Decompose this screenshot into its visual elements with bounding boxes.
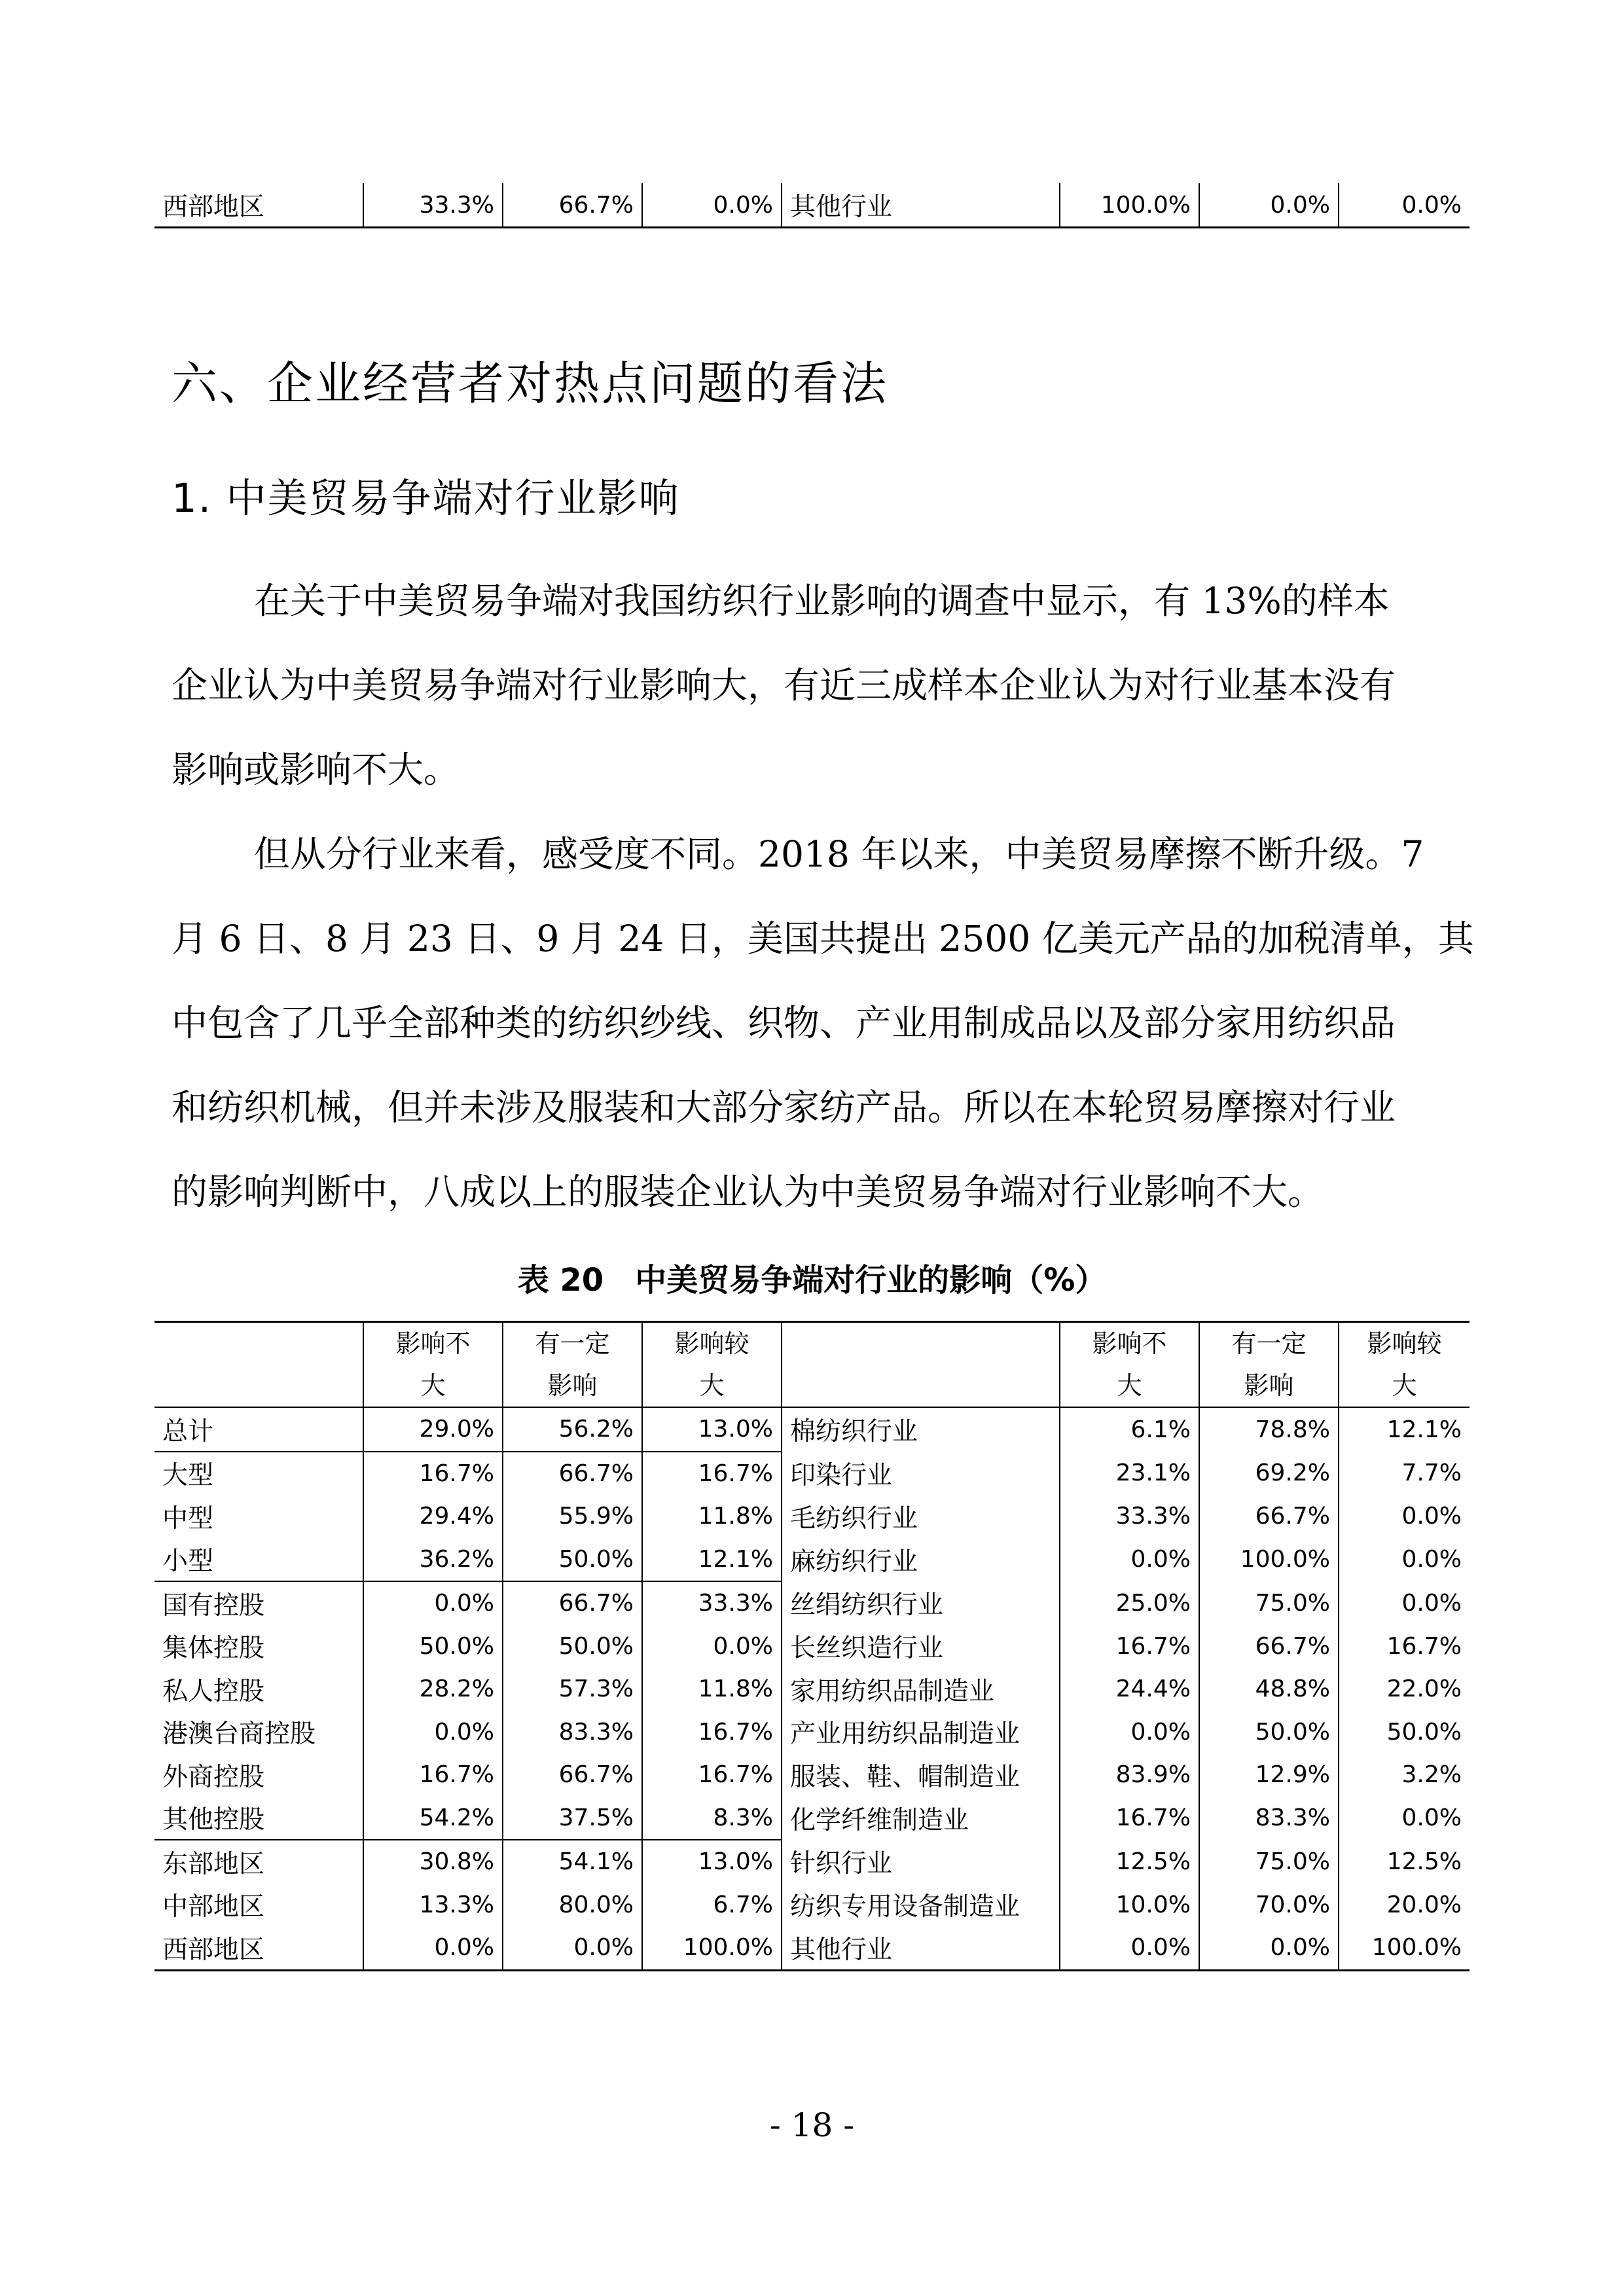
table-cell: 75.0%	[1199, 1581, 1339, 1625]
row-label: 集体控股	[154, 1625, 363, 1668]
paragraph-line: 但从分行业来看，感受度不同。2018 年以来，中美贸易摩擦不断升级。7	[254, 833, 1424, 875]
paragraph-line: 月 6 日、8 月 23 日、9 月 24 日，美国共提出 2500 亿美元产品的加税清单，其	[171, 918, 1474, 960]
row-label: 国有控股	[154, 1581, 363, 1625]
continued-table	[154, 183, 1470, 228]
row-label: 服装、鞋、帽制造业	[782, 1753, 1060, 1797]
table-cell: 25.0%	[1060, 1581, 1199, 1625]
table-cell: 16.7%	[1386, 1632, 1462, 1660]
table-row	[154, 1581, 1470, 1625]
table-cell: 0.0%	[1060, 1926, 1199, 1970]
paragraph-line: 企业认为中美贸易争端对行业影响大，有近三成样本企业认为对行业基本没有	[171, 664, 1396, 706]
table-cell: 11.8%	[642, 1668, 782, 1711]
table-cell: 100.0%	[1371, 1934, 1462, 1962]
table-cell: 78.8%	[1199, 1407, 1339, 1452]
table-cell: 66.7%	[503, 183, 642, 228]
table-cell: 0.0%	[642, 1625, 782, 1668]
table-cell: 12.1%	[1339, 1407, 1470, 1452]
row-label: 其他行业	[782, 183, 1060, 228]
table-cell: 0.0%	[1401, 1589, 1462, 1617]
table-cell: 12.5%	[1386, 1848, 1462, 1875]
table-row	[154, 1668, 1470, 1711]
table-header-row	[154, 1322, 1470, 1408]
table-cell: 28.2%	[363, 1668, 503, 1711]
table-cell: 10.0%	[1060, 1884, 1199, 1927]
header-empty	[154, 1322, 363, 1408]
row-label: 家用纺织品制造业	[782, 1668, 1060, 1711]
column-header: 有一定 影响	[1199, 1322, 1339, 1408]
table-cell: 57.3%	[503, 1668, 642, 1711]
column-header: 有一定 影响	[503, 1322, 642, 1408]
section-heading: 六、企业经营者对热点问题的看法	[171, 357, 888, 410]
row-label: 印染行业	[782, 1452, 1060, 1496]
table-cell: 0.0%	[1199, 1926, 1339, 1970]
table-cell: 0.0%	[1401, 191, 1462, 219]
table-cell: 30.8%	[363, 1840, 503, 1884]
table-cell: 23.1%	[1060, 1452, 1199, 1496]
row-label: 外商控股	[154, 1753, 363, 1797]
table-cell: 6.1%	[1060, 1407, 1199, 1452]
table-cell: 56.2%	[503, 1407, 642, 1452]
row-label: 纺织专用设备制造业	[782, 1884, 1060, 1927]
table-row	[154, 1840, 1470, 1884]
table-cell: 16.7%	[642, 1753, 782, 1797]
column-header: 影响不 大	[363, 1322, 503, 1408]
table-cell: 12.1%	[642, 1538, 782, 1582]
table-row	[154, 183, 1470, 228]
table-cell: 12.5%	[1060, 1840, 1199, 1884]
table-body	[154, 1407, 1470, 1970]
row-label: 西部地区	[154, 1926, 363, 1970]
table-row	[154, 1538, 1470, 1582]
row-label: 毛纺织行业	[782, 1495, 1060, 1538]
table-cell: 6.7%	[642, 1884, 782, 1927]
row-label: 棉纺织行业	[782, 1407, 1060, 1452]
sub-heading: 1. 中美贸易争端对行业影响	[171, 475, 680, 522]
row-label: 化学纤维制造业	[782, 1797, 1060, 1840]
table-row	[154, 1407, 1470, 1452]
table-cell: 100.0%	[1060, 183, 1199, 228]
table-cell: 0.0%	[363, 1711, 503, 1754]
table-cell: 0.0%	[503, 1926, 642, 1970]
table-cell: 16.7%	[1060, 1625, 1199, 1668]
row-label: 针织行业	[782, 1840, 1060, 1884]
table-cell: 7.7%	[1401, 1460, 1462, 1487]
table-cell: 16.7%	[363, 1452, 503, 1496]
table-cell: 55.9%	[503, 1495, 642, 1538]
paragraph-line: 和纺织机械，但并未涉及服装和大部分家纺产品。所以在本轮贸易摩擦对行业	[171, 1086, 1396, 1128]
table-cell: 66.7%	[503, 1581, 642, 1625]
table-cell: 75.0%	[1199, 1840, 1339, 1884]
table-cell: 50.0%	[503, 1538, 642, 1582]
table-row	[154, 1711, 1470, 1754]
row-label: 中部地区	[154, 1884, 363, 1927]
table-cell: 54.2%	[363, 1797, 503, 1840]
row-label: 其他控股	[154, 1797, 363, 1840]
table-cell: 29.4%	[363, 1495, 503, 1538]
table-caption: 表 20 中美贸易争端对行业的影响（%）	[517, 1262, 1107, 1299]
column-header: 影响较 大	[1367, 1329, 1442, 1400]
table-cell: 66.7%	[1199, 1495, 1339, 1538]
table-cell: 33.3%	[642, 1581, 782, 1625]
table-cell: 20.0%	[1386, 1891, 1462, 1918]
row-label: 西部地区	[154, 183, 363, 228]
paragraph-line: 中包含了几乎全部种类的纺织纱线、织物、产业用制成品以及部分家用纺织品	[171, 1002, 1396, 1044]
row-label: 丝绢纺织行业	[782, 1581, 1060, 1625]
table-row	[154, 1926, 1470, 1970]
row-label: 大型	[154, 1452, 363, 1496]
table-row	[154, 1625, 1470, 1668]
row-label: 东部地区	[154, 1840, 363, 1884]
table-cell: 50.0%	[363, 1625, 503, 1668]
table-row	[154, 1753, 1470, 1797]
table-cell: 11.8%	[642, 1495, 782, 1538]
table-cell: 100.0%	[1199, 1538, 1339, 1582]
table-cell: 48.8%	[1199, 1668, 1339, 1711]
table-cell: 0.0%	[1401, 1804, 1462, 1832]
table-cell: 0.0%	[1060, 1711, 1199, 1754]
table-row	[154, 1495, 1470, 1538]
row-label: 长丝织造行业	[782, 1625, 1060, 1668]
table-cell: 0.0%	[363, 1926, 503, 1970]
table-cell: 16.7%	[642, 1452, 782, 1496]
row-label: 私人控股	[154, 1668, 363, 1711]
table-cell: 50.0%	[1386, 1718, 1462, 1746]
table-cell: 66.7%	[1199, 1625, 1339, 1668]
table-cell: 13.0%	[642, 1840, 782, 1884]
table-cell: 0.0%	[363, 1581, 503, 1625]
table-cell: 69.2%	[1199, 1452, 1339, 1496]
table-cell: 13.3%	[363, 1884, 503, 1927]
table-row	[154, 1797, 1470, 1840]
table-cell: 66.7%	[503, 1452, 642, 1496]
table-cell: 0.0%	[1060, 1538, 1199, 1582]
table-cell: 13.0%	[642, 1407, 782, 1452]
table-cell: 83.3%	[503, 1711, 642, 1754]
page-number: - 18 -	[769, 2106, 855, 2144]
table-cell: 70.0%	[1199, 1884, 1339, 1927]
paragraph-line: 的影响判断中，八成以上的服装企业认为中美贸易争端对行业影响不大。	[171, 1171, 1324, 1213]
row-label: 小型	[154, 1538, 363, 1582]
impact-table	[154, 1321, 1470, 1971]
table-cell: 3.2%	[1401, 1761, 1462, 1789]
table-row	[154, 1452, 1470, 1496]
paragraph-line: 影响或影响不大。	[171, 749, 460, 791]
table-cell: 8.3%	[642, 1797, 782, 1840]
table-cell: 29.0%	[363, 1407, 503, 1452]
table-cell: 22.0%	[1386, 1676, 1462, 1703]
table-cell: 0.0%	[1199, 183, 1339, 228]
table-cell: 16.7%	[1060, 1797, 1199, 1840]
table-cell: 37.5%	[503, 1797, 642, 1840]
header-empty	[782, 1322, 1060, 1408]
column-header: 影响不 大	[1060, 1322, 1199, 1408]
table-cell: 16.7%	[363, 1753, 503, 1797]
table-cell: 16.7%	[642, 1711, 782, 1754]
table-cell: 0.0%	[1401, 1503, 1462, 1530]
table-cell: 54.1%	[503, 1840, 642, 1884]
row-label: 其他行业	[782, 1926, 1060, 1970]
table-cell: 33.3%	[1060, 1495, 1199, 1538]
table-cell: 80.0%	[503, 1884, 642, 1927]
column-header: 影响较 大	[642, 1322, 782, 1408]
table-cell: 0.0%	[642, 183, 782, 228]
row-label: 产业用纺织品制造业	[782, 1711, 1060, 1754]
row-label: 港澳台商控股	[154, 1711, 363, 1754]
table-cell: 50.0%	[503, 1625, 642, 1668]
row-label: 总计	[154, 1407, 363, 1452]
row-label: 中型	[154, 1495, 363, 1538]
table-cell: 33.3%	[363, 183, 503, 228]
table-cell: 36.2%	[363, 1538, 503, 1582]
table-cell: 83.3%	[1199, 1797, 1339, 1840]
row-label: 麻纺织行业	[782, 1538, 1060, 1582]
table-cell: 66.7%	[503, 1753, 642, 1797]
table-cell: 83.9%	[1060, 1753, 1199, 1797]
paragraph-line: 在关于中美贸易争端对我国纺织行业影响的调查中显示，有 13%的样本	[254, 580, 1390, 622]
table-cell: 24.4%	[1060, 1668, 1199, 1711]
table-row	[154, 1884, 1470, 1927]
table-cell: 50.0%	[1199, 1711, 1339, 1754]
table-cell: 0.0%	[1401, 1546, 1462, 1573]
table-cell: 12.9%	[1199, 1753, 1339, 1797]
table-cell: 100.0%	[642, 1926, 782, 1970]
